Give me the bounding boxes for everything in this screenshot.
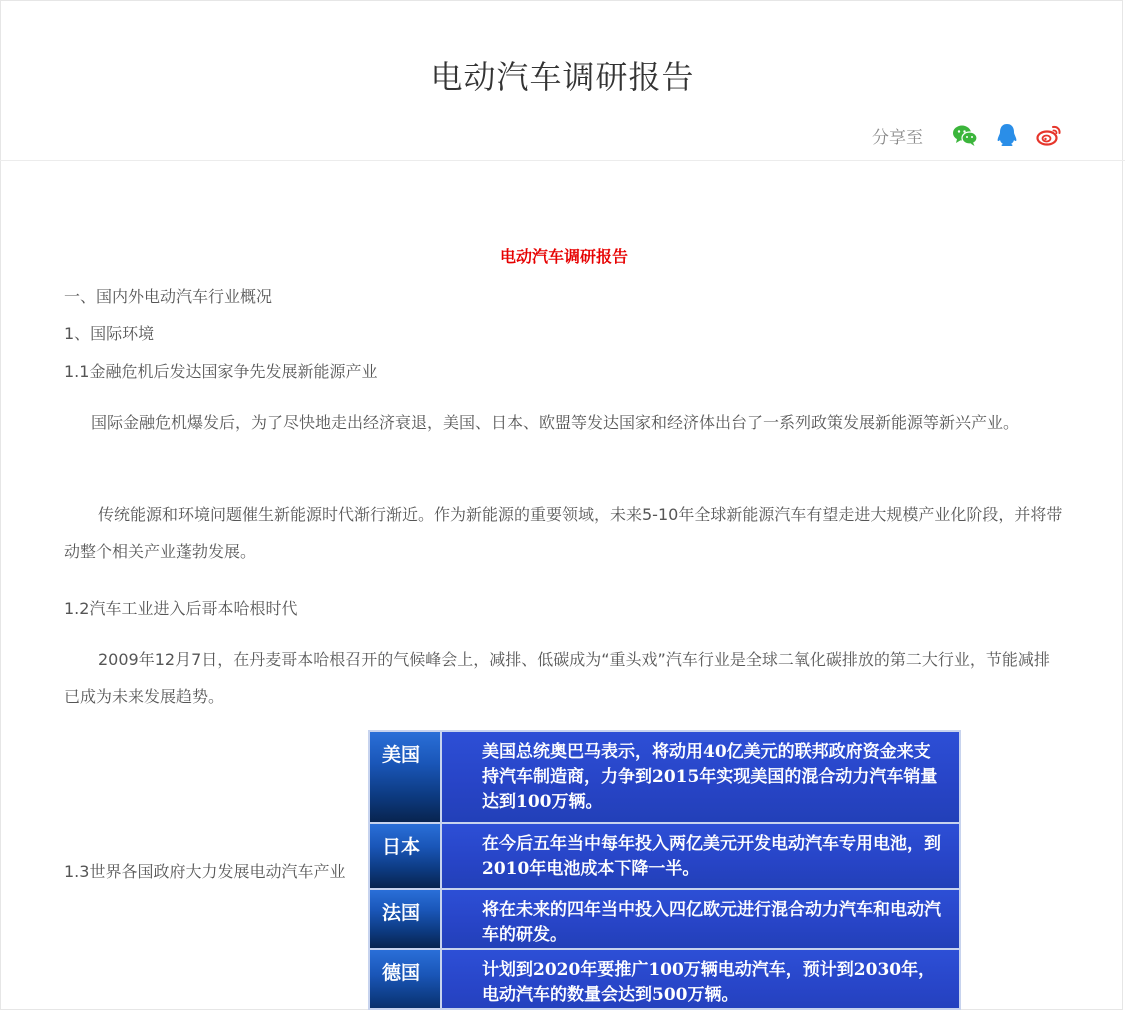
table-row (370, 824, 959, 888)
country-cell: 美国 (370, 732, 442, 822)
subsection-heading: 1、国际环境 (64, 324, 155, 343)
subsection-1-1: 1.1金融危机后发达国家争先发展新能源产业 (64, 362, 378, 381)
document-title: 电动汽车调研报告 (499, 247, 628, 266)
country-cell: 法国 (370, 890, 442, 948)
paragraph-3: 2009年12月7日，在丹麦哥本哈根召开的气候峰会上，减排、低碳成为“重头戏”汽车行业是全球二氧化碳排放的第二大行业，节能减排已成为未来发展趋势。 (64, 650, 1050, 706)
paragraph-2: 传统能源和环境问题催生新能源时代渐行渐近。作为新能源的重要领域，未来5-10年全球新能源汽车有望走进大规模产业化阶段，并将带动整个相关产业蓬勃发展。 (64, 505, 1063, 561)
table-row (370, 950, 959, 1010)
share-label: 分享至 (872, 127, 923, 148)
subsection-1-3: 1.3世界各国政府大力发展电动汽车产业 (64, 862, 346, 881)
policy-cell: 美国总统奥巴马表示，将动用40亿美元的联邦政府资金来支持汽车制造商，力争到2015年实现美国的混合动力汽车销量达到100万辆。 (442, 732, 959, 822)
subsection-1-2: 1.2汽车工业进入后哥本哈根时代 (64, 599, 298, 618)
policy-table-image (368, 730, 961, 1010)
country-cell: 日本 (370, 824, 442, 888)
weibo-icon[interactable] (1035, 121, 1063, 149)
section-heading: 一、国内外电动汽车行业概况 (64, 287, 273, 306)
article-header (0, 0, 1125, 161)
table-row (370, 890, 959, 948)
page-title: 电动汽车调研报告 (430, 58, 695, 96)
wechat-icon[interactable] (951, 121, 979, 149)
paragraph-1: 国际金融危机爆发后，为了尽快地走出经济衰退，美国、日本、欧盟等发达国家和经济体出台了一系列政策发展新能源等新兴产业。 (91, 413, 1020, 432)
qq-icon[interactable] (993, 121, 1021, 149)
share-bar (872, 120, 1063, 150)
country-cell: 德国 (370, 950, 442, 1010)
policy-cell: 在今后五年当中每年投入两亿美元开发电动汽车专用电池，到2010年电池成本下降一半。 (442, 824, 959, 888)
policy-cell: 将在未来的四年当中投入四亿欧元进行混合动力汽车和电动汽车的研发。 (442, 890, 959, 948)
policy-cell: 计划到2020年要推广100万辆电动汽车，预计到2030年，电动汽车的数量会达到500万辆。 (442, 950, 959, 1010)
table-row (370, 732, 959, 822)
